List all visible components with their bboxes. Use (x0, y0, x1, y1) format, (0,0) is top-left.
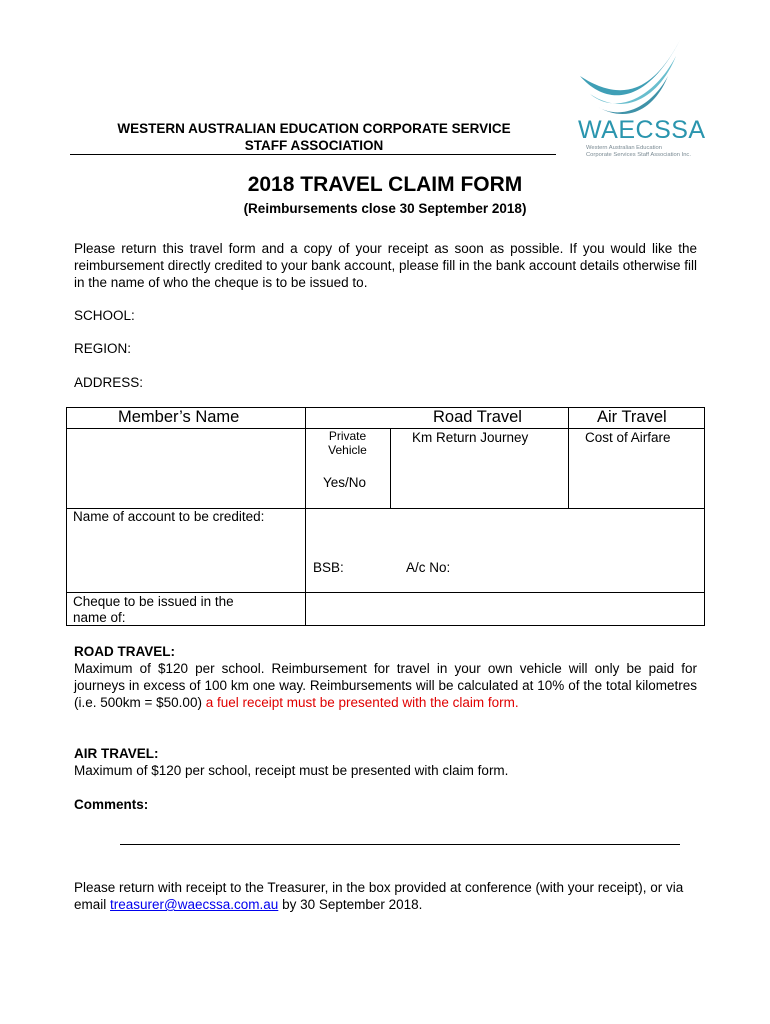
road-travel-header: Road Travel (433, 408, 522, 426)
footer-text-after: by 30 September 2018. (282, 897, 423, 912)
table-row-divider-d (66, 592, 705, 593)
table-col-divider-3 (568, 407, 569, 508)
logo-subtitle-line1: Western Australian Education (586, 145, 662, 151)
road-travel-text: Maximum of $120 per school. Reimbursement for travel in your own vehicle will only be paid for journeys in excess of 100 km one way. Reimbursements will be calculated at 10% of the total kilometres (i.e. 500km = $50.00) (74, 661, 697, 710)
logo-subtitle-line2: Corporate Services Staff Association Inc. (586, 152, 691, 158)
account-name-label: Name of account to be credited: (73, 509, 265, 524)
air-travel-text: Maximum of $120 per school, receipt must be presented with claim form. (74, 763, 509, 778)
treasurer-email-link[interactable]: treasurer@waecssa.com.au (110, 897, 279, 912)
road-travel-warning: a fuel receipt must be presented with the claim form. (205, 695, 519, 710)
air-travel-heading: AIR TRAVEL: (74, 746, 159, 761)
org-name-line1: WESTERN AUSTRALIAN EDUCATION CORPORATE SERVICE (117, 121, 511, 136)
org-name-line2: STAFF ASSOCIATION (244, 138, 384, 153)
footer-paragraph (74, 879, 697, 913)
table-col-divider-2 (390, 428, 391, 508)
road-travel-heading: ROAD TRAVEL: (74, 644, 175, 659)
intro-paragraph: Please return this travel form and a copy of your receipt as soon as possible. If you would like the reimbursement directly credited to your bank account, please fill in the bank account details otherwise fill in the name of who the cheque is to be issued to. (74, 241, 697, 290)
air-travel-header: Air Travel (597, 408, 667, 426)
road-travel-paragraph (74, 660, 697, 711)
private-vehicle-header (305, 429, 390, 457)
comments-heading: Comments: (74, 797, 149, 812)
private-vehicle-line1: Private (328, 429, 367, 443)
bsb-label: BSB: (313, 560, 344, 575)
comments-line[interactable] (120, 844, 680, 845)
yes-no-label: Yes/No (323, 475, 367, 490)
header-divider (70, 154, 556, 155)
footer-text-before: Please return with receipt to the Treasurer, in the box provided at conference (with your receipt), or via email (74, 880, 684, 912)
school-label: SCHOOL: (74, 308, 135, 323)
form-title: 2018 TRAVEL CLAIM FORM (247, 173, 523, 196)
form-subtitle: (Reimbursements close 30 September 2018) (243, 201, 527, 216)
members-name-header: Member’s Name (118, 408, 240, 426)
private-vehicle-line2: Vehicle (328, 443, 367, 457)
cost-airfare-header: Cost of Airfare (585, 430, 671, 445)
cheque-name-line2: name of: (73, 610, 126, 625)
table-row-divider-a (66, 428, 305, 429)
cheque-name-label (73, 594, 234, 626)
account-number-label: A/c No: (406, 560, 451, 575)
cheque-name-line1: Cheque to be issued in the (73, 594, 234, 609)
logo-subtitle (586, 145, 691, 159)
logo-wordmark: WAECSSA (578, 116, 706, 144)
region-label: REGION: (74, 341, 132, 356)
address-label: ADDRESS: (74, 375, 144, 390)
km-return-header: Km Return Journey (412, 430, 529, 445)
